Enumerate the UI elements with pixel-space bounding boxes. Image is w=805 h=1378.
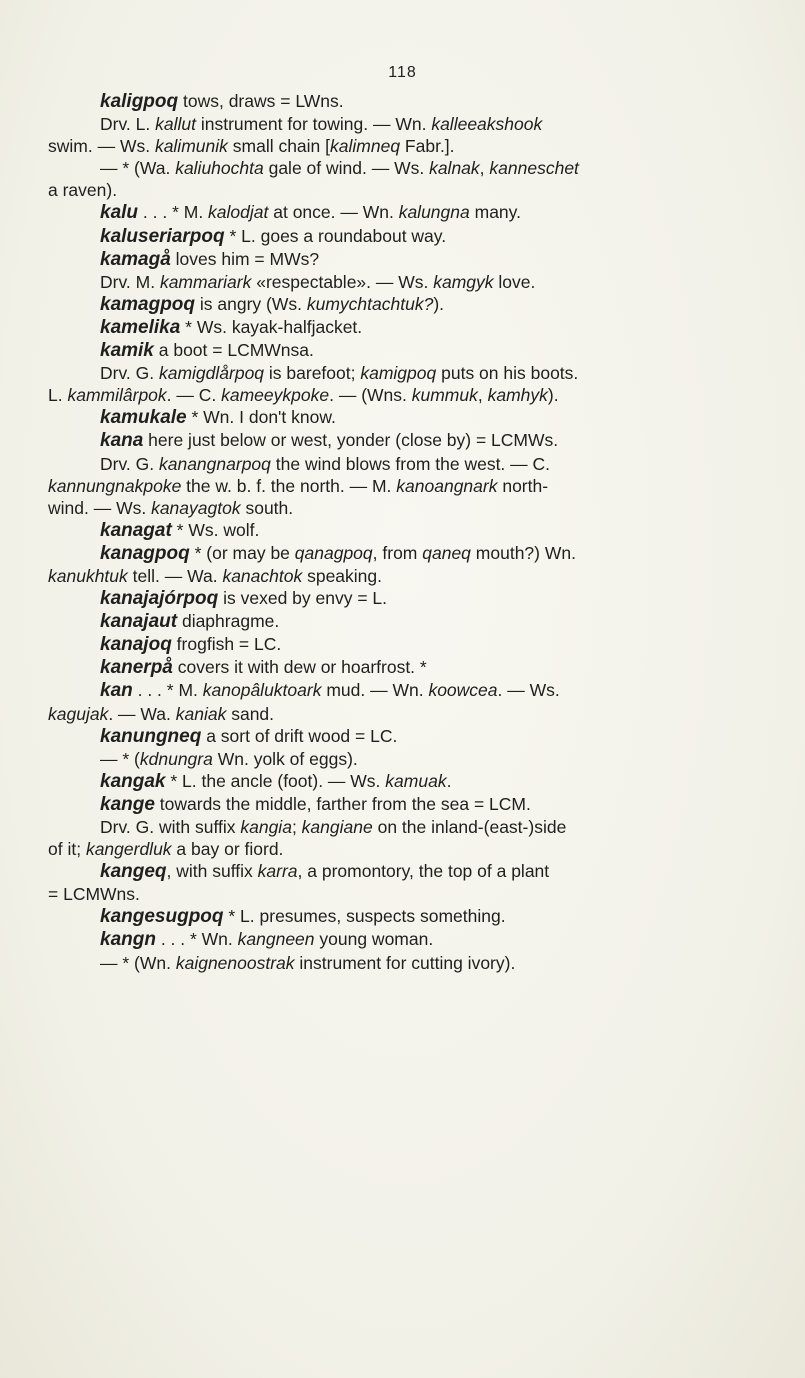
headword: kamukale bbox=[100, 407, 187, 429]
entry-text: * Ws. kayak-halfjacket. bbox=[180, 316, 363, 337]
headword: kangn bbox=[100, 929, 156, 951]
headword: kanajoq bbox=[100, 634, 172, 656]
entry-text: on the inland-(east-)side bbox=[372, 817, 567, 837]
dictionary-line bbox=[40, 225, 775, 248]
italic-term: kalleeakshook bbox=[431, 114, 543, 135]
headword: kanerpå bbox=[100, 657, 173, 679]
headword: kan bbox=[100, 680, 133, 702]
entry-text: * L. goes a roundabout way. bbox=[224, 225, 447, 246]
italic-term: kagujak bbox=[48, 703, 109, 724]
dictionary-line bbox=[40, 952, 775, 974]
italic-term: kamigpoq bbox=[360, 363, 437, 384]
italic-term: kamigdlårpoq bbox=[158, 363, 265, 384]
headword: kaluseriarpoq bbox=[100, 225, 225, 247]
entry-text: is barefoot; bbox=[264, 363, 361, 384]
dictionary-line bbox=[40, 679, 775, 702]
entry-text: L. bbox=[48, 385, 68, 406]
entry-text: * L. the ancle (foot). — Ws. bbox=[165, 770, 386, 791]
dictionary-line bbox=[40, 453, 775, 475]
italic-term: kummuk bbox=[411, 385, 478, 406]
entry-text: young woman. bbox=[314, 929, 434, 950]
dictionary-line bbox=[40, 113, 775, 135]
entry-text: wind. — Ws. bbox=[48, 497, 152, 518]
entry-text: . . . * M. bbox=[132, 680, 203, 701]
entry-text: at once. — Wn. bbox=[268, 202, 399, 223]
dictionary-line bbox=[40, 928, 775, 951]
headword: kana bbox=[100, 430, 144, 452]
entry-text: Wn. yolk of eggs). bbox=[212, 748, 358, 769]
dictionary-line bbox=[40, 770, 775, 793]
headword: kanajaut bbox=[100, 611, 178, 633]
entry-text: the wind blows from the west. — C. bbox=[270, 453, 551, 474]
entry-text: * Ws. wolf. bbox=[171, 519, 260, 540]
dictionary-line bbox=[40, 793, 775, 816]
entry-text: many. bbox=[469, 202, 521, 223]
entry-text: loves him = MWs? bbox=[170, 248, 320, 269]
entry-text: south. bbox=[240, 497, 294, 518]
entry-text: = LCMWns. bbox=[48, 884, 140, 905]
italic-term: kaignenoostrak bbox=[175, 952, 295, 973]
headword: kalu bbox=[100, 202, 139, 224]
italic-term: kalimunik bbox=[154, 136, 228, 157]
entry-text: tell. — Wa. bbox=[127, 565, 223, 586]
dictionary-line bbox=[40, 406, 775, 429]
dictionary-line bbox=[40, 656, 775, 679]
entry-text: , bbox=[479, 158, 490, 179]
italic-term: kanneschet bbox=[489, 158, 579, 179]
dictionary-line bbox=[40, 135, 775, 157]
dictionary-line bbox=[40, 316, 775, 339]
entry-text: ). bbox=[433, 293, 445, 314]
entry-text: Drv. G. with suffix bbox=[100, 817, 241, 837]
italic-term: kdnungra bbox=[139, 748, 213, 769]
entry-text: . — (Wns. bbox=[329, 385, 412, 406]
dictionary-line bbox=[40, 703, 775, 725]
headword: kamelika bbox=[100, 316, 181, 338]
dictionary-line bbox=[40, 587, 775, 610]
italic-term: kanukhtuk bbox=[48, 565, 128, 586]
dictionary-line bbox=[40, 201, 775, 224]
entry-text: — * (Wa. bbox=[100, 158, 176, 179]
entry-text: , a promontory, the top of a plant bbox=[297, 861, 550, 882]
italic-term: kameeykpoke bbox=[221, 385, 330, 406]
entry-text: Fabr.]. bbox=[400, 136, 455, 157]
dictionary-line bbox=[40, 339, 775, 362]
headword: kanagpoq bbox=[100, 542, 190, 564]
italic-term: kaliuhochta bbox=[175, 158, 264, 179]
entry-text: a raven). bbox=[48, 180, 118, 201]
entry-text: small chain [ bbox=[227, 136, 331, 157]
italic-term: kallut bbox=[155, 114, 196, 135]
dictionary-line bbox=[40, 362, 775, 384]
dictionary-line bbox=[40, 90, 775, 113]
entry-text: instrument for towing. — Wn. bbox=[195, 114, 432, 135]
entry-text: is angry (Ws. bbox=[195, 293, 307, 314]
entry-text: frogfish = LC. bbox=[171, 634, 282, 655]
entry-text: ; bbox=[291, 817, 302, 837]
entry-text: puts on his boots. bbox=[436, 363, 579, 384]
entry-text: Drv. L. bbox=[100, 114, 156, 135]
dictionary-line bbox=[40, 157, 775, 179]
entry-text: — * (Wn. bbox=[100, 952, 176, 973]
italic-term: kamuak bbox=[385, 770, 447, 791]
dictionary-line bbox=[40, 248, 775, 271]
entry-text: * Wn. I don't know. bbox=[186, 407, 336, 428]
dictionary-line bbox=[40, 293, 775, 316]
dictionary-line bbox=[40, 748, 775, 770]
entry-text: , bbox=[477, 385, 488, 406]
entry-text: Drv. G. bbox=[100, 453, 159, 474]
entry-text: love. bbox=[493, 271, 536, 292]
italic-term: karra bbox=[257, 861, 298, 882]
page-number: 118 bbox=[388, 64, 417, 81]
dictionary-line bbox=[40, 883, 775, 905]
dictionary-line bbox=[40, 838, 775, 860]
dictionary-line bbox=[40, 725, 775, 748]
entry-text: Drv. M. bbox=[100, 271, 160, 292]
entry-text: — * ( bbox=[100, 748, 140, 769]
entry-text: . — Ws. bbox=[497, 680, 560, 701]
dictionary-line bbox=[40, 860, 775, 883]
entry-text: mud. — Wn. bbox=[321, 680, 429, 701]
entry-text: swim. — Ws. bbox=[48, 136, 155, 157]
entry-text: «respectable». — Ws. bbox=[251, 271, 434, 292]
entry-text: a sort of drift wood = LC. bbox=[201, 725, 398, 746]
italic-term: kangia bbox=[240, 817, 292, 837]
dictionary-line bbox=[40, 497, 775, 519]
headword: kanagat bbox=[100, 519, 172, 541]
italic-term: kamgyk bbox=[433, 271, 494, 292]
entry-text: diaphragme. bbox=[177, 611, 280, 632]
italic-term: kalnak bbox=[429, 158, 480, 179]
dictionary-line bbox=[40, 816, 775, 838]
headword: kanajajórpoq bbox=[100, 588, 219, 610]
italic-term: kangiane bbox=[301, 817, 373, 837]
entry-text: a bay or fiord. bbox=[171, 839, 284, 860]
headword: kangesugpoq bbox=[100, 906, 224, 928]
italic-term: qanagpoq bbox=[294, 542, 373, 563]
dictionary-line bbox=[40, 610, 775, 633]
dictionary-line bbox=[40, 633, 775, 656]
italic-term: kammariark bbox=[159, 271, 252, 292]
headword: kange bbox=[100, 793, 155, 815]
italic-term: kangerdluk bbox=[85, 839, 172, 860]
entry-text: sand. bbox=[226, 703, 275, 724]
entry-text: . . . * M. bbox=[138, 202, 209, 223]
entry-text: is vexed by envy = L. bbox=[218, 588, 388, 609]
entry-text: instrument for cutting ivory). bbox=[294, 952, 516, 973]
entry-text: * (or may be bbox=[189, 542, 295, 563]
entry-text: . bbox=[446, 770, 452, 791]
headword: kamik bbox=[100, 340, 154, 362]
italic-term: kanoangnark bbox=[396, 475, 498, 496]
dictionary-line bbox=[40, 565, 775, 587]
italic-term: kamhyk bbox=[487, 385, 548, 406]
dictionary-line bbox=[40, 542, 775, 565]
italic-term: kaniak bbox=[175, 703, 227, 724]
entry-text: covers it with dew or hoarfrost. * bbox=[172, 657, 427, 678]
headword: kamagpoq bbox=[100, 293, 196, 315]
italic-term: kalodjat bbox=[208, 202, 269, 223]
entry-text: * L. presumes, suspects something. bbox=[223, 906, 506, 927]
headword: kamagå bbox=[100, 248, 171, 270]
italic-term: kalimneq bbox=[330, 136, 401, 157]
entry-text: gale of wind. — Ws. bbox=[263, 158, 430, 179]
italic-term: kammilârpok bbox=[67, 385, 167, 406]
entry-text: , from bbox=[372, 542, 423, 563]
dictionary-entries bbox=[40, 90, 775, 974]
dictionary-line bbox=[40, 519, 775, 542]
italic-term: kannungnakpoke bbox=[48, 475, 182, 496]
entry-text: a boot = LCMWnsa. bbox=[153, 340, 314, 361]
entry-text: here just below or west, yonder (close by) = LCMWs. bbox=[143, 430, 559, 451]
italic-term: qaneq bbox=[422, 542, 471, 563]
dictionary-line bbox=[40, 905, 775, 928]
headword: kangeq bbox=[100, 861, 167, 883]
italic-term: kumychtachtuk? bbox=[306, 293, 434, 314]
headword: kaligpoq bbox=[100, 91, 179, 112]
entry-text: . — Wa. bbox=[108, 703, 176, 724]
entry-text: mouth?) Wn. bbox=[470, 542, 576, 563]
entry-text: . . . * Wn. bbox=[155, 929, 238, 950]
italic-term: kanangnarpoq bbox=[158, 453, 271, 474]
entry-text: . — C. bbox=[166, 385, 222, 406]
dictionary-line bbox=[40, 179, 775, 201]
italic-term: kalungna bbox=[398, 202, 470, 223]
italic-term: kangneen bbox=[237, 929, 315, 950]
entry-text: ). bbox=[547, 385, 559, 406]
italic-term: kanachtok bbox=[222, 565, 303, 586]
entry-text: , with suffix bbox=[166, 861, 258, 882]
headword: kangak bbox=[100, 770, 166, 792]
entry-text: of it; bbox=[48, 839, 86, 860]
italic-term: koowcea bbox=[428, 680, 498, 701]
dictionary-line bbox=[40, 429, 775, 452]
entry-text: towards the middle, farther from the sea = LCM. bbox=[154, 793, 531, 814]
entry-text: the w. b. f. the north. — M. bbox=[181, 475, 397, 496]
italic-term: kanayagtok bbox=[151, 497, 241, 518]
dictionary-line bbox=[40, 384, 775, 406]
italic-term: kanopâluktoark bbox=[202, 680, 322, 701]
dictionary-line bbox=[40, 475, 775, 497]
entry-text: tows, draws = LWns. bbox=[178, 91, 344, 111]
entry-text: Drv. G. bbox=[100, 363, 159, 384]
dictionary-line bbox=[40, 271, 775, 293]
headword: kanungneq bbox=[100, 725, 202, 747]
entry-text: north- bbox=[497, 475, 549, 496]
entry-text: speaking. bbox=[302, 565, 382, 586]
